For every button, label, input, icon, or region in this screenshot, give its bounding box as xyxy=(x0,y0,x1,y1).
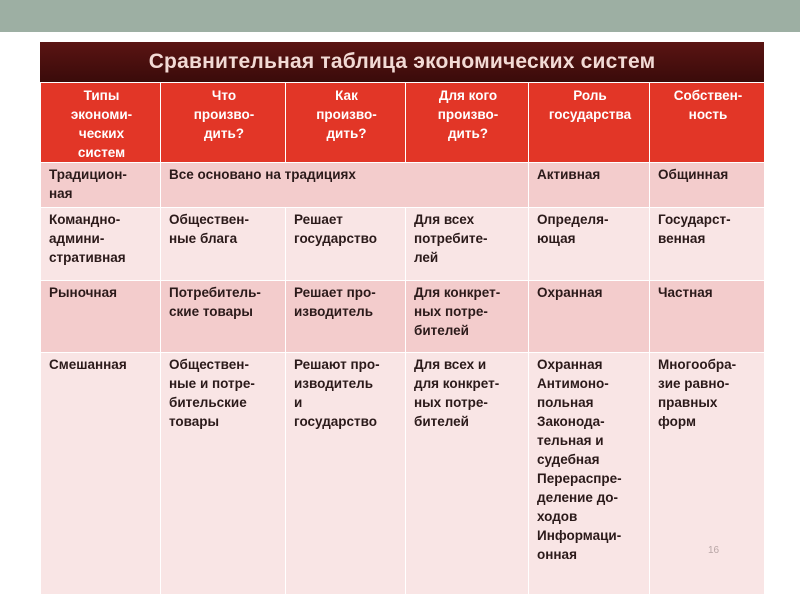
table-row xyxy=(41,281,765,353)
header-for-whom: Для кого произво- дить? xyxy=(406,83,529,163)
cell-what-how-for-whom: Все основано на традициях xyxy=(161,163,529,208)
comparison-table xyxy=(40,82,765,595)
cell-what: Обществен- ные и потре- бительские товары xyxy=(161,353,286,595)
cell-state-role: Охранная xyxy=(529,281,650,353)
cell-what: Потребитель- ские товары xyxy=(161,281,286,353)
table-row xyxy=(41,208,765,281)
cell-for-whom: Для всех потребите- лей xyxy=(406,208,529,281)
header-system-types: Типы экономи- ческих систем xyxy=(41,83,161,163)
cell-what: Обществен- ные блага xyxy=(161,208,286,281)
cell-for-whom: Для конкрет- ных потре- бителей xyxy=(406,281,529,353)
cell-state-role: Активная xyxy=(529,163,650,208)
cell-how: Решают про- изводитель и государство xyxy=(286,353,406,595)
cell-how: Решает государство xyxy=(286,208,406,281)
table-header-row xyxy=(41,83,765,163)
cell-ownership: Многообра- зие равно- правных форм xyxy=(650,353,765,595)
header-what-to-produce: Что произво- дить? xyxy=(161,83,286,163)
top-decor-bar xyxy=(0,0,800,32)
slide-title: Сравнительная таблица экономических систем xyxy=(40,42,764,82)
table-row xyxy=(41,353,765,595)
cell-state-role: Определя- ющая xyxy=(529,208,650,281)
cell-state-role: Охранная Антимоно- польная Законода- тельная и судебная Перераспре- деление до- ходов Информаци- онная xyxy=(529,353,650,595)
slide-number: 16 xyxy=(708,545,720,556)
header-ownership: Собствен- ность xyxy=(650,83,765,163)
table-row xyxy=(41,163,765,208)
cell-type: Смешанная xyxy=(41,353,161,595)
cell-type: Традицион- ная xyxy=(41,163,161,208)
cell-ownership: Общинная xyxy=(650,163,765,208)
cell-ownership: Частная xyxy=(650,281,765,353)
cell-type: Командно- админи- стративная xyxy=(41,208,161,281)
header-state-role: Роль государства xyxy=(529,83,650,163)
cell-how: Решает про- изводитель xyxy=(286,281,406,353)
cell-type: Рыночная xyxy=(41,281,161,353)
cell-ownership: Государст- венная xyxy=(650,208,765,281)
cell-for-whom: Для всех и для конкрет- ных потре- бителей xyxy=(406,353,529,595)
header-how-to-produce: Как произво- дить? xyxy=(286,83,406,163)
